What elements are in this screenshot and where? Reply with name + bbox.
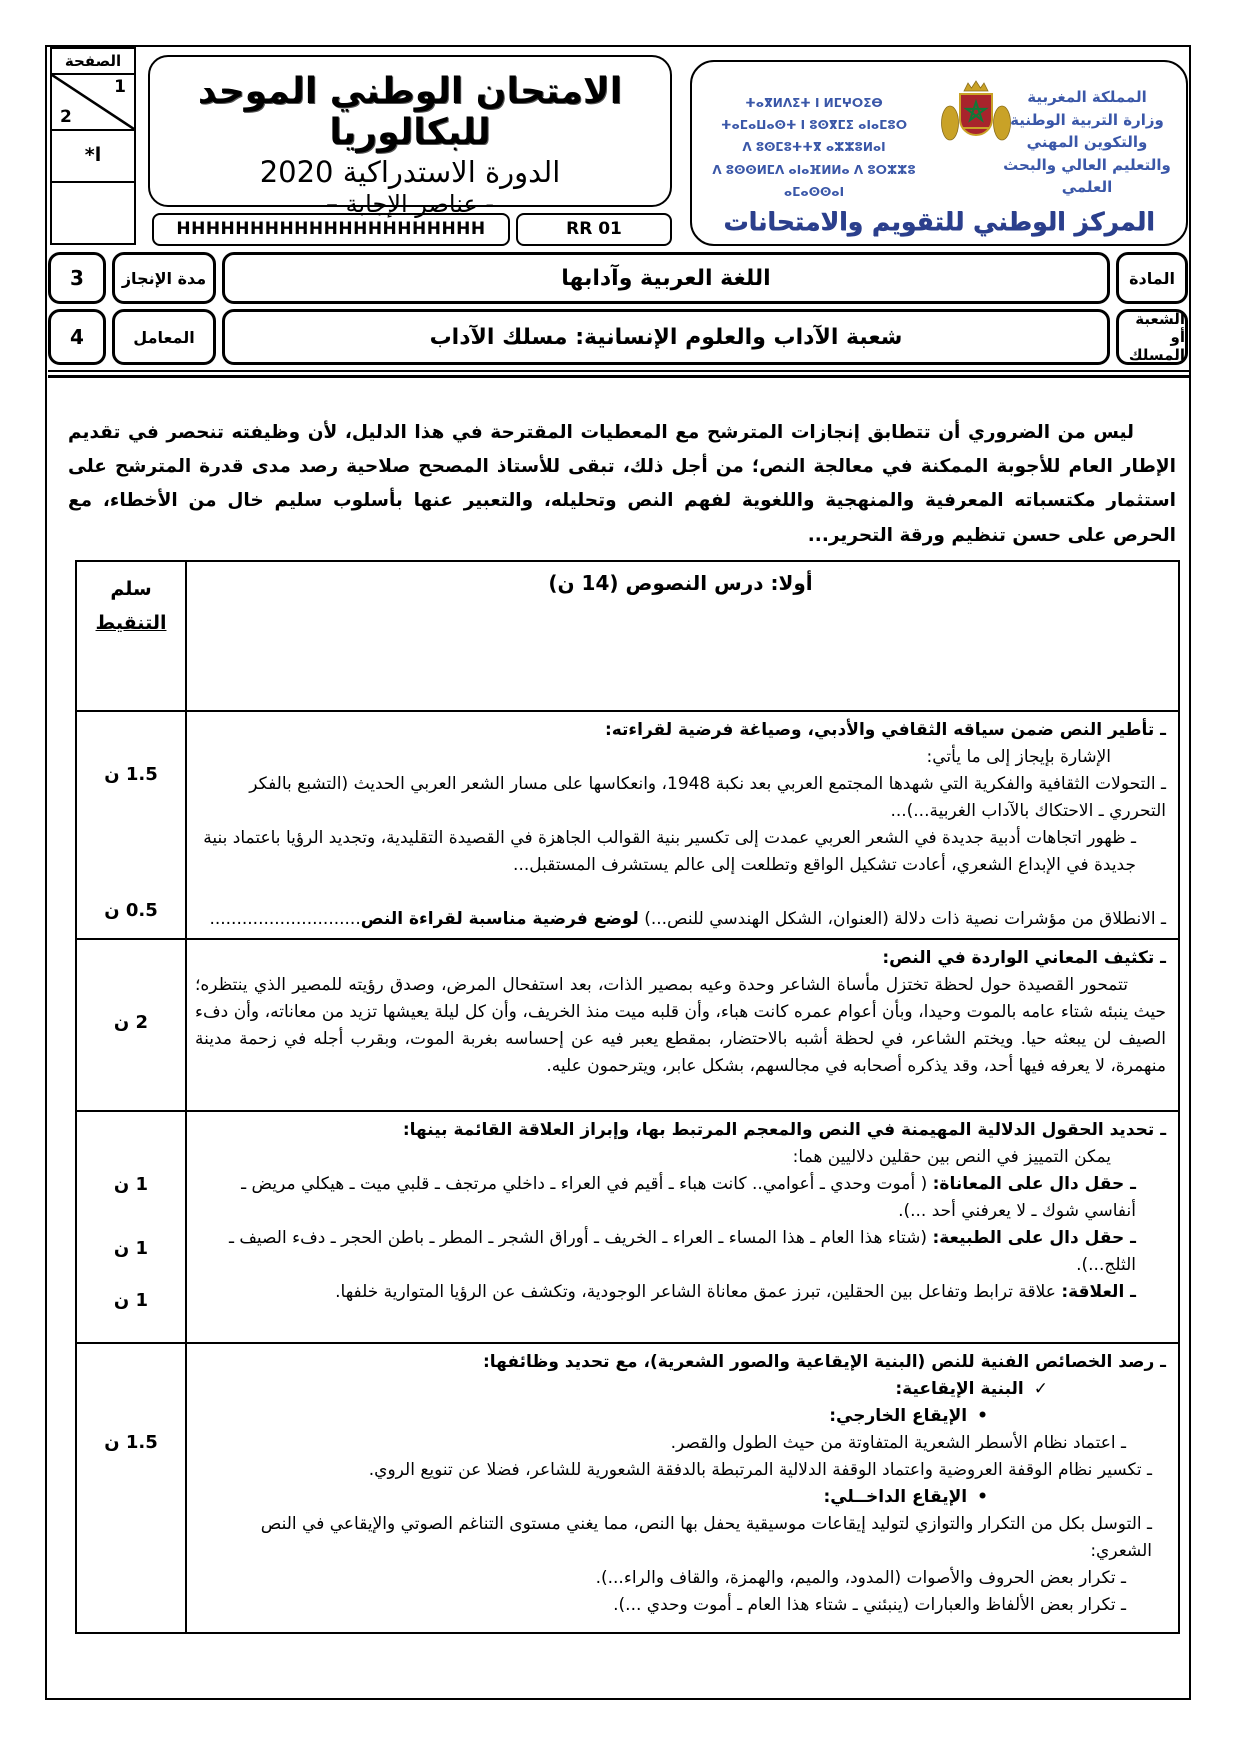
- page-label: الصفحة: [50, 47, 136, 75]
- row1-intro: الإشارة بإيجاز إلى ما يأتي:: [926, 747, 1111, 767]
- duration-label: مدة الإنجاز: [112, 252, 216, 304]
- page-total: 2: [60, 107, 72, 127]
- ministry-logo-box: [690, 60, 1188, 246]
- score-badge: 1 ن: [113, 1238, 149, 1259]
- scale-header: [77, 562, 185, 640]
- masking-code-box: HHHHHHHHHHHHHHHHHHHHH: [152, 213, 510, 246]
- answer-elements-line: - عناصر الإجابة –: [325, 190, 495, 218]
- ministry-arabic-line: وزارة التربية الوطنية: [1010, 110, 1164, 129]
- double-rule-divider: [48, 370, 1189, 378]
- coefficient-value: 4: [48, 309, 106, 365]
- row3-intro: يمكن التمييز في النص بين حقلين دلاليين هما:: [792, 1147, 1111, 1167]
- row4-item: ـ تكرار بعض الحروف والأصوات (المدود، والميم، والهمزة، والقاف والراء...).: [595, 1568, 1126, 1588]
- ministry-tifinagh-line: ⴷ ⵓⵙⵎⵓⵜⵜⴳ ⴰⵣⵣⵓⵍⴰⵏ: [742, 140, 886, 155]
- national-center-name: المركز الوطني للتقويم والامتحانات: [723, 207, 1155, 236]
- correction-notice: ليس من الضروري أن تتطابق إنجازات المترشح مع المعطيات المقترحة في هذا الدليل، لأن وظيفته تنحصر في تقديم الإطار العام للأجوبة الممكنة في معالجة النص؛ من أجل ذلك، تبقى للأستاذ المصحح صلاحية رصد مدى قدرة المترشح على استثمار مكتسباته المعرفية والمنهجية واللغوية لفهم النص وتحليله، والتعبير عنها بأسلوب سليم خال من الأخطاء، مع الحرص على حسن تنظيم ورقة التحرير...: [68, 422, 1176, 546]
- score-badge: 1.5 ن: [104, 764, 158, 785]
- field-text: ( أموت وحدي ـ أعوامي.. كانت هباء ـ أقيم في العراء ـ داخلي مرتجف ـ قلبي ميت ـ هيكلي مريض ـ أنفاسي شوك ـ لا يعرفني أحد ...).: [241, 1174, 1136, 1221]
- page-empty-cell: [50, 183, 136, 245]
- table-row: [77, 1342, 1178, 1632]
- relation-label: ـ العلاقة:: [1061, 1282, 1136, 1302]
- score-badge: 2 ن: [113, 1012, 149, 1033]
- duration-value: 3: [48, 252, 106, 304]
- row4-item: ـ اعتماد نظام الأسطر الشعرية المتفاوتة من حيث الطول والقصر.: [670, 1433, 1126, 1453]
- stream-label: الشعبة أو المسلك: [1116, 309, 1188, 365]
- row2-body: تتمحور القصيدة حول لحظة تختزل مأساة الشاعر وحدة وعيه بمصير الذات، بعد استفحال المرض، وصدق رؤيته للمصير الذي ينتظره؛ حيث ينبئه شتاء عامه بالموت وحيدا، وبأن أعوام عمره كانت هباء، وأن قلبه ميت منذ الخريف، وأن كل ليلة يعيشها تزيد من معاناته، وأن دفء الصيف لن يبعثه حيا. ويختم الشاعر، في لحظة أشبه بالاحتضار، بمقطع يعبر فيه عن إحساسه بغربة الموت، وبقرب أجله في زحمة مدينة منهمرة، لا يعرفه فيها أحد، وقد يذكره أصحابه في مجالسهم، بشكل عابر، ويترحمون عليه.: [195, 975, 1166, 1076]
- score-badge: 1 ن: [113, 1174, 149, 1195]
- page-fraction-cell: [50, 75, 136, 131]
- exam-session-line: الدورة الاستدراكية 2020: [259, 155, 561, 189]
- coefficient-label: المعامل: [112, 309, 216, 365]
- row1-item: ـ ظهور اتجاهات أدبية جديدة في الشعر العربي عمدت إلى تكسير بنية القوالب الجاهزة في القصيدة التقليدية، وتجديد الرؤيا باعتماد بنية جديدة في الإبداع الشعري، أعادت تشكيل الواقع وتطلعت إلى عالم يستشرف المستقبل...: [203, 828, 1136, 875]
- page-current: 1: [114, 77, 126, 97]
- subject-label: المادة: [1116, 252, 1188, 304]
- hypothesis-dots: ............................: [209, 909, 361, 929]
- subject-value: اللغة العربية وآدابها: [222, 252, 1110, 304]
- ministry-tifinagh-line: ⵜⴰⴳⵍⴷⵉⵜ ⵏ ⵍⵎⵖⵔⵉⴱ: [745, 96, 883, 110]
- row1-title: ـ تأطير النص ضمن سياقه الثقافي والأدبي، وصياغة فرضية لقراءته:: [604, 720, 1166, 740]
- page-number-box: [50, 47, 136, 245]
- field-label: ـ حقل دال على الطبيعة:: [932, 1228, 1136, 1248]
- morocco-coat-of-arms-icon: [940, 78, 1012, 162]
- bullet-icon: •: [977, 1487, 988, 1507]
- score-badge: 1.5 ن: [104, 1432, 158, 1453]
- ministry-arabic-line: والتكوين المهني: [1026, 133, 1148, 151]
- section-title: أولا: درس النصوص (14 ن): [185, 562, 1178, 710]
- exam-calligraphic-title: الامتحان الوطني الموحد للبكالوريا: [197, 71, 623, 153]
- row3-title: ـ تحديد الحقول الدلالية المهيمنة في النص والمعجم المرتبط بها، وإبراز العلاقة القائمة بينها:: [402, 1120, 1166, 1140]
- row3-field: [195, 1225, 1166, 1279]
- ministry-tifinagh-line: ⴷ ⵓⵙⵙⵍⵎⴷ ⴰⵏⴰⴼⵍⵍⴰ ⴷ ⵓⵔⵣⵣⵓ ⴰⵎⴰⵙⵙⴰⵏ: [712, 162, 916, 199]
- row1-hypothesis: [195, 906, 1166, 933]
- row2-title: ـ تكثيف المعاني الواردة في النص:: [882, 948, 1166, 968]
- bullet-item-label: الإيقاع الخارجي:: [829, 1406, 968, 1426]
- row3-field: [195, 1171, 1166, 1225]
- row4-check-item: [195, 1376, 1166, 1403]
- ministry-arabic-line: المملكة المغربية: [1027, 88, 1147, 106]
- checkmark-icon: ✓: [1033, 1379, 1048, 1399]
- table-row: [77, 1110, 1178, 1342]
- row3-relation: [195, 1279, 1166, 1306]
- ministry-tifinagh-line: ⵜⴰⵎⴰⵡⴰⵙⵜ ⵏ ⵓⵙⴳⵎⵉ ⴰⵏⴰⵎⵓⵔ: [721, 118, 907, 133]
- table-row: [77, 710, 1178, 938]
- page-code-cell: ا*: [50, 131, 136, 183]
- row4-item: ـ تكسير نظام الوقفة العروضية واعتماد الوقفة الدلالية المرتبطة بالدفقة الشعورية للشاعر، فضلا عن تنويع الروي.: [368, 1460, 1152, 1480]
- bullet-item-label: الإيقاع الداخــلي:: [823, 1487, 968, 1507]
- row4-title: ـ رصد الخصائص الفنية للنص (البنية الإيقاعية والصور الشعرية)، مع تحديد وظائفها:: [482, 1352, 1166, 1372]
- hypothesis-bold: لوضع فرضية مناسبة لقراءة النص: [360, 909, 639, 929]
- stream-value: شعبة الآداب والعلوم الإنسانية: مسلك الآداب: [222, 309, 1110, 365]
- exam-title-box: [148, 55, 672, 218]
- relation-text: علاقة ترابط وتفاعل بين الحقلين، تبرز عمق معاناة الشاعر الوجودية، وتكشف عن الرؤيا المتوارية خلفها.: [335, 1282, 1062, 1302]
- reference-code-box: RR 01: [516, 213, 672, 246]
- grading-table: [75, 560, 1180, 1634]
- score-badge: 1 ن: [113, 1290, 149, 1311]
- ministry-arabic-text: [998, 86, 1176, 199]
- row4-item: ـ تكرار بعض الألفاظ والعبارات (ينبئني ـ شتاء هذا العام ـ أموت وحدي ...).: [613, 1595, 1126, 1615]
- bullet-icon: •: [977, 1406, 988, 1426]
- scale-header-line1: سلم: [110, 578, 152, 600]
- ministry-arabic-line: والتعليم العالي والبحث العلمي: [1003, 155, 1171, 196]
- row4-bullet-item: [195, 1403, 1166, 1430]
- field-label: ـ حقل دال على المعاناة:: [932, 1174, 1136, 1194]
- table-header-row: [77, 562, 1178, 710]
- hypothesis-prefix: ـ الانطلاق من مؤشرات نصية ذات دلالة (العنوان، الشكل الهندسي للنص...): [638, 909, 1166, 929]
- table-row: [77, 938, 1178, 1110]
- score-badge: 0.5 ن: [104, 900, 158, 921]
- ministry-tifinagh-text: [700, 92, 928, 203]
- row4-bullet-item: [195, 1484, 1166, 1511]
- row1-item: ـ التحولات الثقافية والفكرية التي شهدها المجتمع العربي بعد نكبة 1948، وانعكاسها على مسار الشعر العربي الحديث (التشبع بالفكر التحرري ـ الاحتكاك بالآداب الغربية...)...: [249, 774, 1166, 821]
- check-item-label: البنية الإيقاعية:: [895, 1379, 1024, 1399]
- row4-item: ـ التوسل بكل من التكرار والتوازي لتوليد إيقاعات موسيقية يحفل بها النص، مما يغني مستوى التناغم الصوتي والإيقاعي في النص الشعري:: [260, 1514, 1152, 1561]
- field-text: (شتاء هذا العام ـ هذا المساء ـ العراء ـ الخريف ـ أوراق الشجر ـ المطر ـ باطن الحجر ـ دفء الصيف ـ الثلج...).: [228, 1228, 1136, 1275]
- scale-header-line2: التنقيط: [95, 612, 167, 635]
